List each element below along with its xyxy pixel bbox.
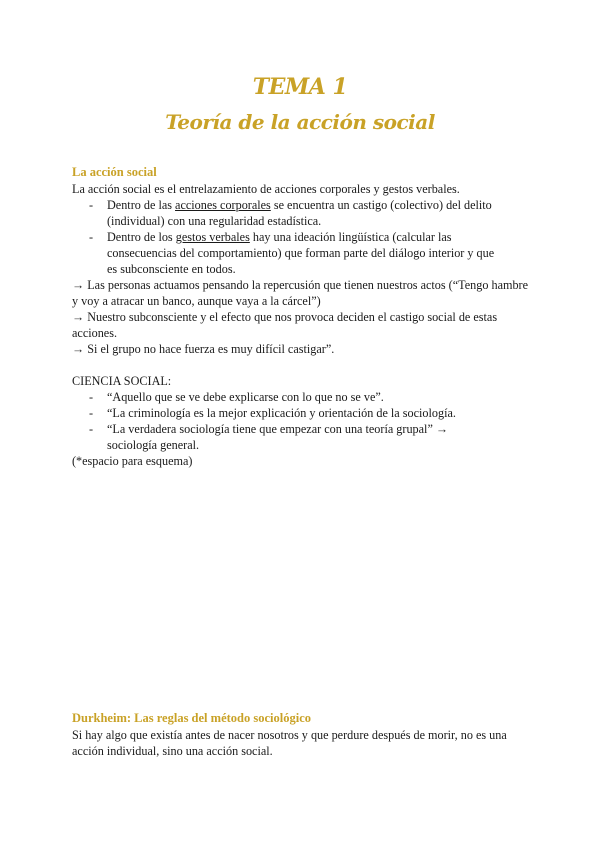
section-heading-accion-social: La acción social [72,165,157,179]
ciencia-social-bullet-list [72,389,532,453]
list-item [72,421,532,453]
underlined-term-gestos-verbales: gestos verbales [175,230,250,244]
bullet-text: “La criminología es la mejor explicación y orientación de la sociología. [107,406,456,420]
document-title: TEMA 1 [252,74,348,100]
accion-social-bullet-list [72,197,532,277]
bullet-dash: - [89,230,94,244]
bullet-text: Dentro de los gestos verbales hay una ideación lingüística (calcular las consecuencias del comportamiento) que forman parte del diálogo interior y que es subconsciente en todos. [107,230,495,276]
list-item [72,197,532,229]
schema-space-note: (*espacio para esquema) [72,454,193,468]
bullet-text: “La verdadera sociología tiene que empezar con una teoría grupal” → sociología general. [107,422,449,452]
arrow-point-3: → Si el grupo no hace fuerza es muy difícil castigar”. [72,342,335,356]
section-heading-ciencia-social: CIENCIA SOCIAL: [72,374,172,388]
list-item [72,389,532,405]
section-heading-durkheim: Durkheim: Las reglas del método sociológico [72,711,311,725]
bullet-text: Dentro de las acciones corporales se encuentra un castigo (colectivo) del delito (individual) con una regularidad estadística. [107,198,492,228]
arrow-point-2: → Nuestro subconsciente y el efecto que nos provoca deciden el castigo social de estas acciones. [72,310,498,340]
document-subtitle: Teoría de la acción social [165,110,435,134]
bullet-dash: - [89,422,94,436]
bullet-text: “Aquello que se ve debe explicarse con lo que no se ve”. [107,390,384,404]
underlined-term-acciones-corporales: acciones corporales [175,198,271,212]
list-item [72,405,532,421]
bullet-dash: - [89,198,94,212]
durkheim-text: Si hay algo que existía antes de nacer nosotros y que perdure después de morir, no es una acción individual, sino una acción social. [72,728,507,758]
bullet-dash: - [89,390,94,404]
section-intro-text: La acción social es el entrelazamiento de acciones corporales y gestos verbales. [72,182,460,196]
arrow-point-1: → Las personas actuamos pensando la repercusión que tienen nuestros actos (“Tengo hambre y voy a atracar un banco, aunque vaya a la cárcel”) [72,278,529,308]
list-item [72,229,532,277]
bullet-dash: - [89,406,94,420]
